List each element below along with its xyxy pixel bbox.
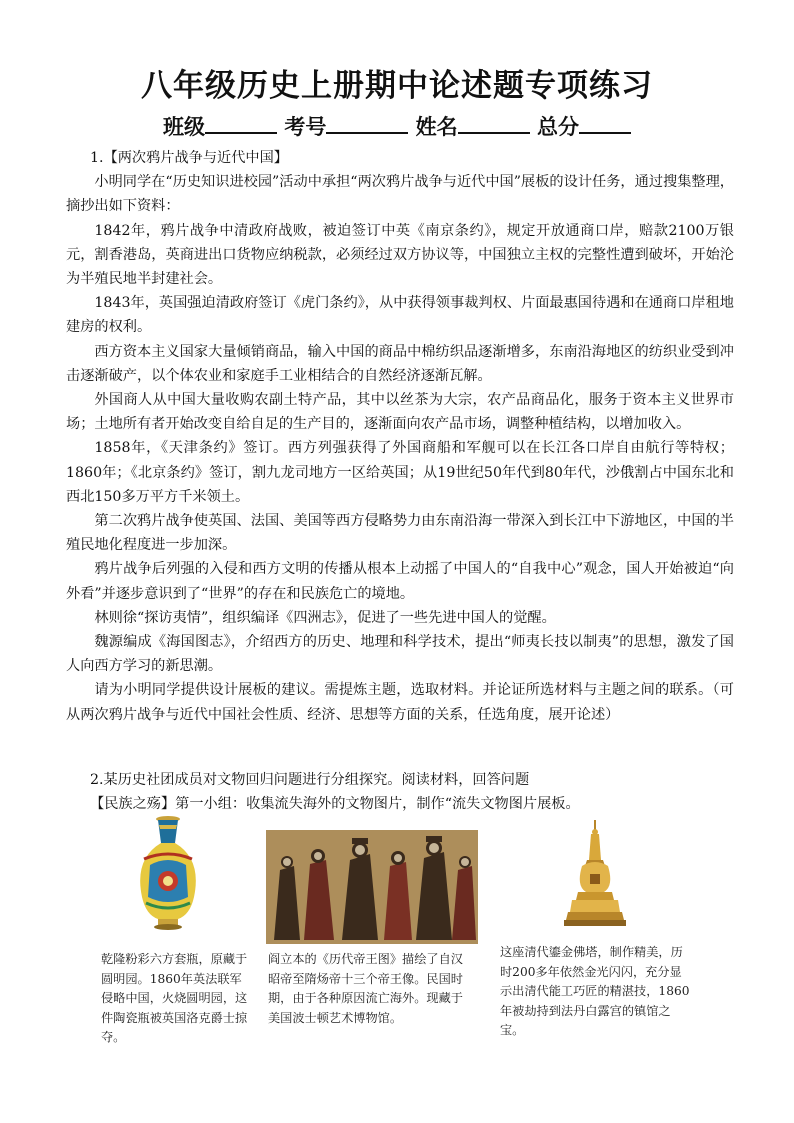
name-blank[interactable] [458,114,530,134]
page-title: 八年级历史上册期中论述题专项练习 [141,68,653,104]
pagoda-caption: 这座清代鎏金佛塔，制作精美，历时200多年依然金光闪闪，充分显示出清代能工巧匠的精湛技，1860年被劫持到法丹白露宫的镇馆之宝。 [500,945,690,1037]
q1-paragraph: 西方资本主义国家大量倾销商品，输入中国的商品中棉纺织品逐渐增多，东南沿海地区的纺织业受到冲击逐渐破产，以个体农业和家庭手工业相结合的自然经济逐渐瓦解。 [66,343,734,384]
q1-paragraph: 1842年，鸦片战争中清政府战败，被迫签订中英《南京条约》，规定开放通商口岸，赔款2100万银元，割香港岛，英商进出口货物应纳税款，必须经过双方协议等，中国独立主权的完整性遭到破坏，开始沦为半殖民地半封建社会。 [66,222,734,288]
question-1 [66,146,734,727]
class-label: 班级 [163,115,206,139]
gilded-pagoda-image [560,820,630,930]
q1-paragraph: 第二次鸦片战争使英国、法国、美国等西方侵略势力由东南沿海一带深入到长江中下游地区，中国的半殖民地化程度进一步加深。 [66,513,734,554]
q1-paragraph: 1858年，《天津条约》签订。西方列强获得了外国商船和军舰可以在长江各口岸自由航行等特权；1860年；《北京条约》签订，割九龙司地方一区给英国；从19世纪50年代到80年代，沙俄割占中国东北和西北150多万平方千米领土。 [66,440,734,505]
q1-paragraph: 林则徐“探访夷情”，组织编译《四洲志》，促进了一些先进中国人的觉醒。 [94,609,556,626]
emperors-painting-image [266,830,478,944]
number-label: 考号 [284,115,327,139]
q1-paragraph: 请为小明同学提供设计展板的建议。需提炼主题，选取材料。并论证所选材料与主题之间的联系。（可从两次鸦片战争与近代中国社会性质、经济、思想等方面的关系，任选角度，展开论述） [66,682,734,723]
q1-paragraph: 1843年，英国强迫清政府签订《虎门条约》，从中获得领事裁判权、片面最惠国待遇和在通商口岸租地建房的权利。 [66,295,734,336]
q1-paragraph: 外国商人从中国大量收购农副土特产品，其中以丝茶为大宗，农产品商品化，服务于资本主义世界市场；土地所有者开始改变自给自足的生产目的，逐渐面向农产品市场，调整种植结构，以增加收入。 [66,392,734,433]
class-blank[interactable] [205,114,277,134]
question-2-subheading: 【民族之殇】第一小组：收集流失海外的文物图片，制作“流失文物图片展板。 [90,796,580,813]
number-blank[interactable] [326,114,408,134]
score-label: 总分 [536,115,579,139]
name-label: 姓名 [415,115,458,139]
painting-caption: 阎立本的《历代帝王图》描绘了自汉昭帝至隋炀帝十三个帝王像。民国时期，由于各种原因流亡海外。现藏于美国波士顿艺术博物馆。 [268,952,463,1025]
q1-paragraph: 魏源编成《海国图志》，介绍西方的历史、地理和科学技术，提出“师夷长技以制夷”的思想，激发了国人向西方学习的新思潮。 [66,634,734,675]
question-1-heading: 1.【两次鸦片战争与近代中国】 [90,150,288,166]
q1-paragraph: 小明同学在“历史知识进校园”活动中承担“两次鸦片战争与近代中国”展板的设计任务，通过搜集整理，摘抄出如下资料： [66,174,734,215]
question-2-heading: 2.某历史社团成员对文物回归问题进行分组探究。阅读材料，回答问题 [90,772,530,788]
vase-caption: 乾隆粉彩六方套瓶，原藏于圆明园。1860年英法联军侵略中国，火烧圆明园，这件陶瓷瓶被英国洛克爵士掠夺。 [101,952,248,1044]
q1-paragraph: 鸦片战争后列强的入侵和西方文明的传播从根本上动摇了中国人的“自我中心”观念，国人开始被迫“向外看”并逐步意识到了“世界”的存在和民族危亡的境地。 [66,561,734,602]
question-2 [66,768,734,816]
vase-image [128,815,208,930]
score-blank[interactable] [579,114,631,134]
student-info-line [0,111,794,141]
